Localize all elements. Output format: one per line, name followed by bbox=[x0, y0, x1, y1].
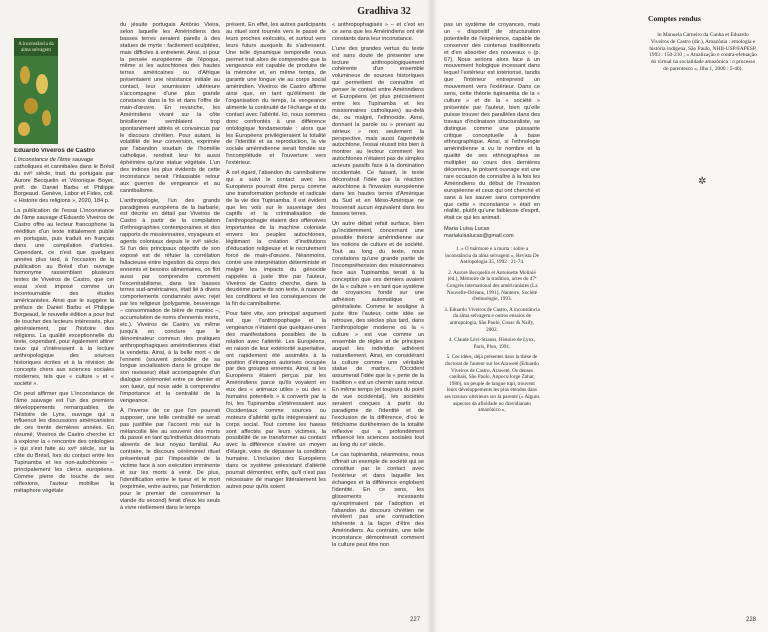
book-cover-image bbox=[14, 38, 58, 144]
cover-title: A inconstância da alma selvagem bbox=[18, 42, 54, 53]
footnote-4: 4. Claude Lévi-Strauss, Histoire de Lynx, Paris, Plon, 1991. bbox=[448, 337, 536, 350]
asterisk-ornament: ✲ bbox=[698, 176, 707, 187]
col2-para-2: L'anthropologie, l'un des grands paradigmes européens de la barbarie, est décrite en détail par Viveiros de Castro à partir de la compilation d'ethnographies contemporaines et des rapports de missionnaires, voyageurs et agents coloniaux depuis le xviᵉ siècle. Si l'un des principaux objectifs de son exposé est de réfuter la corrélation fallacieuse entre ingestion du corps des ennemis et besoins alimentaires, on flirt aussi par comprendre comment l'excentrabilisme, dans les basses terres sud-américaines, était lié à divers comportements condamnés avec rejet par les religieux (polygamie, beuverage – consommation de bière de manioc –, accumulation de noms d'ennemis morts, etc.). Viveiros de Castro va même jusqu'à en conclure que le dénominateur commun des pratiques anthropophagiques amérindiennes était la vendetta. Ainsi, à la belle mort « de l'ennemi (souvent précédée de sa longue socialisation dans le groupe de son ravisseur) était accompagnée d'un dialogue cérémoniel entre ce dernier et son tueur, qui nous aide à comprendre l'importance et la centralité de la vengeance. bbox=[120, 197, 220, 404]
col1-para-2: On peut affirmer que L'inconstance de l'âme sauvage est l'un des premiers développements remarquables de l'Histoire de Lynx, ouvrage qui a influencé les discussions américanistes de ces trente dernières années. En résumé, Viveiros de Castro cherche ici à explorer la « rencontre des ontologies » qui s'est faite au xviᵉ siècle, sur la côte du Brésil, lors du contact entre les Tupinamba et les non-autochtones – principalement les clercs européens. Comme pierre de touche de ses réflexions, l'auteur mobilise la métaphore végétale bbox=[14, 390, 114, 494]
page-gutter bbox=[426, 0, 438, 632]
footnote-3: 3. Eduardo Viveiros de Castro, A inconstância da alma selvagem e outros ensaios de antropologia, São Paulo, Cosac & Naify, 2002. bbox=[444, 306, 540, 333]
col4-para-4: Le cas tupinambá, néanmoins, nous offrirait un exemple de société qui se constitue par le contact avec l'extérieur et dans laquelle les échanges et la différence englobent l'identité. En ce sens, les glissements incessants qu'exprimaient par l'adoption et l'abandon du discours chrétien ne révèlent pas une contradiction inhérente à la façon d'être des Amérindiens. Au contraire, une telle inconstance démontrerait comment la culture peut être non bbox=[332, 452, 424, 549]
col4-para-2: L'une des grandes vertus du texte est sans doute de présenter une lecture anthropologiquement cohérente d'un ensemble volumineux de sources historiques qui permettent de connaître et penser le contact entre Amérindiens et Européens (et plus précisément entre les Tupinamba et les missionnaires catholiques) au-delà de, ou malgré, l'ethnocide. Ainsi, donnant la parole ou » prenant au sérieux » non seulement la perspective, mais aussi l'agentivité autochtone, l'essai réussit très bien à montrer au lecteur comment les autochtones n'étaient pas de simples acteurs passifs face à la domination occidentale. Ce faisant, le texte déconstruit l'idée que la réaction autochtone à l'invasion européenne dans les hautes terres d'Amérique du Sud et en Méso-Amérique ne trouverait aucun équivalent dans les basses terres. bbox=[332, 45, 424, 218]
signature-email: marialuisalucas@gmail.com bbox=[444, 233, 514, 240]
review-title: L'inconstance de l'âme sauvage bbox=[14, 156, 94, 163]
footnote-2: 2. Aurore Becquelin et Antoinette Molinié (éd.), Mémoire de la tradition, actes du 47ᵉ Congrès international des américanistes (La Nouvelle-Orléans, 1991), Nanterre, Société d'ethnologie, 1993. bbox=[446, 269, 538, 303]
section-title: Comptes rendus bbox=[648, 14, 701, 23]
col2-para-3: À l'inverse de ce que l'on pourrait supposer, une telle centralité ne serait pas justifiée par l'accent mis sur la mélancolie liée au souvenir des morts du passé en tant qu'individus désormais absents de leur noyau familial. Au contraire, le discours cérémoniel rituel présenterait par l'impossible de la victime face à son exécution imminente et sur les morts à venir. De plus, l'identification entre le tueur et le mort (exprimée, entre autres, par l'interdiction pour le premier de consommer la viande du second) ferait d'eux les seuls à vivre réellement dans le temps bbox=[120, 407, 220, 511]
page-number-right: 228 bbox=[746, 617, 757, 623]
column-5 bbox=[444, 22, 540, 608]
col2-para-1: du jésuite portugais António Vieira, selon laquelle les Amérindiens des basses terres seraient pareils à des statues de myrte : facilement sculptées, mais difficiles à entretenir. Ainsi, si pour la pensée européenne de l'époque, même si les autochtones des hautes terres américaines ou d'Afrique présentaient une résistance initiale au contact, leur soumission ultérieure s'accompagne d'une plus grande constance dans la foi et dans l'offre de main-d'œuvre. En revanche, les Amérindiens vivant sur la côte brésilienne semblaient trop spontanément attirés et convaincus par le discours chrétien. Pour autant, la volatilité de leur conversion, exprimée par l'abandon soudain de l'homélie catholique, rendrait leur foi aussi éphémère qu'une statue végétale. L'un des indices les plus évidents de cette inconstance serait l'inlassable retour aux guerres de vengeance et au cannibalisme. bbox=[120, 22, 220, 194]
footnotes bbox=[444, 246, 540, 414]
col3-para-1: présent. En effet, les autres participants au rituel sont tournés vers le passé de leurs proches exécutés, et surtout vers leurs futurs auxquels ils s'adressent. Une telle dynamique temporelle nous permet trait alors de comprendre que la vengeance est capable de produire de la mémoire et, en même temps, de garantir une longue vie au corps social amérindien. Viveiros de Castro affirme ainsi que, en tant qu'élément de l'organisation du temps, la vengeance alimente la continuité de l'échange et du contact avec l'altérité. Ici, nous sommes donc confrontés à une différence ontologique fondamentale : alors que les Européens privilégieraient la totalité de l'identité et sa reproduction, la vie sociale amérindienne serait fondée sur l'incomplétude et l'ouverture vers l'extérieur. bbox=[226, 22, 326, 167]
column-4 bbox=[332, 22, 424, 608]
column-2 bbox=[120, 22, 220, 608]
footnote-1: 1. « O mármore e a murta : sobre a inconstância da alma selvagem », Revista De Antropologia 35, 1992 : 21-74. bbox=[445, 246, 539, 266]
col3-para-2: À cet égard, l'abandon du cannibalisme qui a suivi le contact avec les Européens pourrait être perçu comme une transformation profonde et radicale de la vie des Tupinamba. Il est évident que les vols sur le sauvetage des captifs et la criminalisation de l'anthropophagie étaient des offensives importantes de la machine coloniale envers les peuples autochtones, légitimant la création d'institutions d'éducation religieuse et le recrutement forcé de main-d'œuvre. Néanmoins, contre une interprétation déterministe et malgré les impacts du génocide rappelés à juste titre par l'auteur, Viveiros de Castro cherche, dans la deuxième partie de son texte, à nuancer les conditions et les conséquences de la fin du cannibalisme. bbox=[226, 170, 326, 308]
column-3 bbox=[226, 22, 326, 608]
col4-para-1: « anthropophagisés » – et c'est en ce sens que les Amérindiens ont été constants dans leur inconstance. bbox=[332, 22, 424, 42]
footnote-continuation: in Manuela Carneiro da Cunha et Eduardo Viveiros de Castro (dir.), Amazônia : etnologia e história indígena, São Paulo, NHII-USP/FAPESP, 1993 : 150-210 ; « Atualização e contra-efetuação do virtual na socialidade amazônica : o processo do parentesco », Ilha 1, 2000 : 5-46). bbox=[649, 32, 757, 72]
review-author: Eduardo Viveiros de Castro bbox=[14, 148, 96, 154]
page-number-left: 227 bbox=[410, 617, 421, 623]
col3-para-3: Pour faire vite, son principal argument est que l'anthropophagie et la vengeance n'étaient que quelques-unes des manifestations possibles de la relation avec l'altérité. Les Européens, en raison de leur extériorité superlative, ont rapidement été assimilés à la position d'étrangers autorisés occupée par des groupes ennemis. Ainsi, si les Européens étaient perçus par les Amérindiens parce qu'ils voyaient en eux des « animaux utiles » ou des « humains potentiels » à convertir par la foi, les Tupinamba s'intéressaient aux Occidentaux comme sources ou moteurs d'altérité qu'ils intégreraient au corps social. Tout comme les hawas sont affectés par leurs victimes, la possibilité de se transformer au contact avec la différence s'avère un moyen d'élargir, voire de dépasser la condition humaine. L'inclusion des Européens dans ce système préexistant d'altérité pourrait démontrer, enfin, qu'il n'est pas nécessaire de manger littéralement les autres pour qu'ils soient bbox=[226, 311, 326, 490]
review-subtitle: catholiques et cannibales dans le Brésil du xviᵉ siècle, trad. du portugais par Aurore Becquelin et Véronique Boyer, préf. de Daniel Barbu et Philippe Borgeaud. Genève, Labor et Fides, coll. « Histoire des religions », 2020, 184 p. bbox=[14, 163, 114, 205]
signature-name: Maria Luisa Lucas bbox=[444, 226, 490, 233]
column-1 bbox=[14, 148, 114, 608]
col4-para-3: Un autre débat refait surface, bien qu'incidemment, concernant une possible théorie amérindienne sur les notions de culture et de société. Tout au long du texte, nous constatons qu'une grande partie de l'incompréhension des missionnaires face aux Tupinamba tenait à la conception que ces derniers avaient de la « culture » en tant que système de croyances fondé sur une adhésion automatique et généralisée. Comme le souligne à juste titre l'auteur, cette idée se retrouve, des siècles plus tard, dans l'anthropologie moderne où la « culture » est vue comme un ensemble de règles et de principes auquel les individus adhèrent naturellement. Ainsi, en considérant la culture comme une véritable statue de marbre, l'Occident assumerait l'idée que la « perte de la tradition » est un chemin sans retour. En même temps (et toujours du point de vue occidental), les sociétés seraient conçues à partir du paradigme de l'identité et de l'exclusion de la différence, d'où le fétichisme durkheimien de la totalité réflexive qui a profondément influencé les sciences sociales tout au long du xxᵉ siècle. bbox=[332, 221, 424, 449]
col5-para-1: pas un système de croyances, mais un « dispositif de structuration potentielle de l'expérience, capable de conserver des contenus traditionnels et d'en absorber des nouveaux » (p. 67). Nous serions alors face à un mouvement hologique incessant dans lequel l'extérieur est intériorisé, tandis que l'intérieur entreprend un mouvement vers l'extérieur. Dans ce sens, cette théorie tupinamba de la « culture » et de la « société » présentée par l'auteur, bien qu'elle puisse trouver des parallèles dans des travaux d'inclinaison structuraliste, se distingue comme une puissante critique conceptuelle à base ethnographique. Ainsi, si l'ethnologie amérindienne a vu le nombre et la qualité de ses ethnographies se multiplier au cours des dernières décennies, le présent ouvrage est une rare occasion de connaître à la fois les Amérindiens du début de l'invasion européenne et ceux qui ont cherché et sans à les sauver sans comprendre que cette « inconstance » était en réalité, plutôt qu'une faiblesse d'esprit, était ce qui les animait. bbox=[444, 22, 540, 222]
footnote-5: 5. Ces idées, déjà présentes dans la thèse de doctorat de l'auteur sur les Araweté (Eduardo Viveiros de Castro, Araweté. Os deuses canibais, São Paulo, Anpocs/Jorge Zahar, 1986), un peuple de langue tupi, trouvent leurs développements les plus étendus dans ses travaux ultérieurs sur la parenté (« Alguns aspectos da afinidade no dravidianato amazônico », bbox=[444, 354, 540, 414]
col1-para-1: La publication de l'essai L'inconstance de l'âme sauvage d'Eduardo Viveiros de Castro offre au lecteur francophone la rééditiun d'un texte initialement publié en portugais, puis traduit en français dans une compilation d'articles. Cependant, ce n'est que quelques années plus tard, à l'occasion de la publication au Brésil d'un ouvrage homonyme rassemblant plusieurs textes de Viveiros de Castro, que cet essai s'est imposé comme un incontournable des études américanistes. Ainsi que le suggère la préface de Daniel Barbu et Philippe Borgeaud, le nouvelle édition a pour but de toucher des lecteurs intéressés, plus généralement, par l'histoire des religions. La qualité exceptionnelle du texte, cependant, pour également attirer ceux qui s'intéressent à la lecture anthropologique des sources historiques écrites et à la révision de concepts chers aux sciences sociales modernes, tels que « culture » et « société ». bbox=[14, 208, 114, 387]
signature bbox=[444, 226, 540, 240]
journal-header: Gradhiva 32 bbox=[357, 6, 411, 17]
